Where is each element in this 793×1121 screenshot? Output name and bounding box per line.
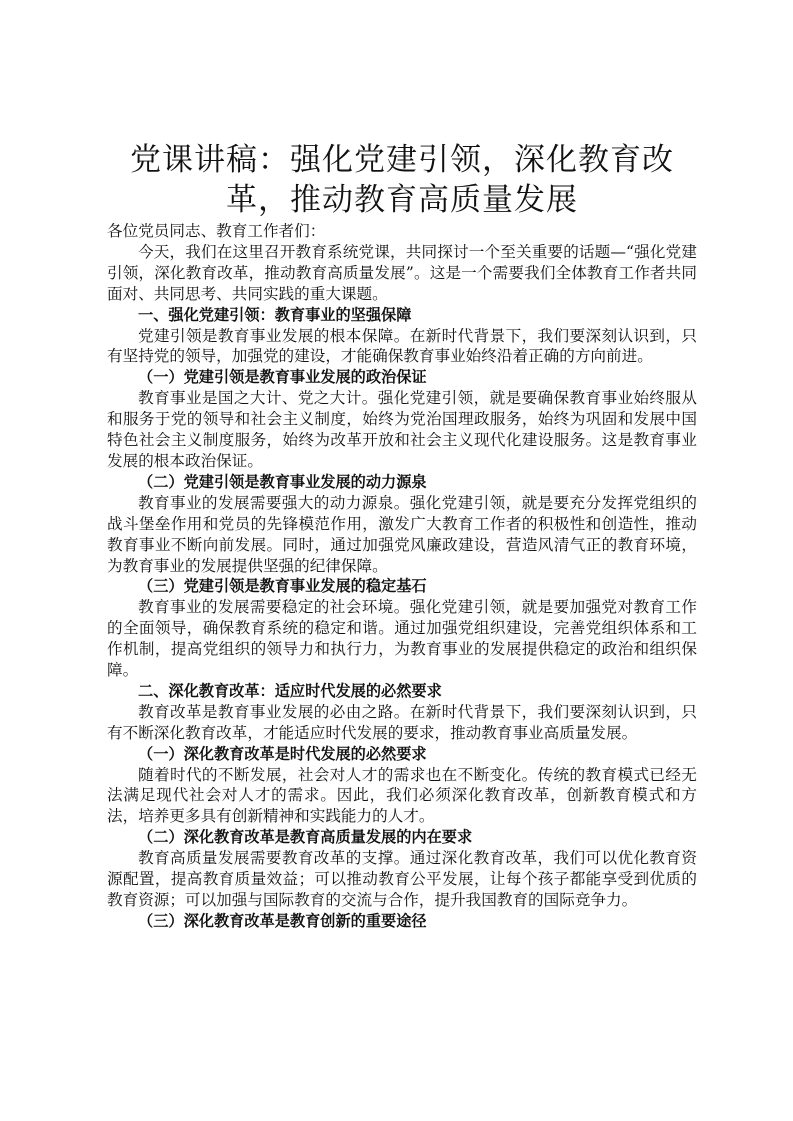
section-1-2-heading: （二）党建引领是教育事业发展的动力源泉 (138, 472, 427, 491)
section-1-1-paragraph: 教育事业是国之大计、党之大计。强化党建引领，就是要确保教育事业始终服从和服务于党的领导和社会主义制度，始终为党治国理政服务，始终为巩固和发展中国特色社会主义制度服务，始终为改革开放和社会主义现代化建设服务。这是教育事业发展的根本政治保证。 (107, 389, 697, 470)
section-1-heading: 一、强化党建引领：教育事业的坚强保障 (138, 305, 412, 324)
section-2-2-paragraph: 教育高质量发展需要教育改革的支撑。通过深化教育改革，我们可以优化教育资源配置，提高教育质量效益；可以推动教育公平发展，让每个孩子都能享受到优质的教育资源；可以加强与国际教育的交流与合作，提升我国教育的国际竞争力。 (107, 849, 697, 909)
section-2-3-heading: （三）深化教育改革是教育创新的重要途径 (138, 911, 427, 930)
document-page (107, 140, 697, 932)
section-1-paragraph: 党建引领是教育事业发展的根本保障。在新时代背景下，我们要深刻认识到，只有坚持党的领导，加强党的建设，才能确保教育事业始终沿着正确的方向前进。 (107, 326, 697, 366)
section-1-2-paragraph: 教育事业的发展需要强大的动力源泉。强化党建引领，就是要充分发挥党组织的战斗堡垒作用和党员的先锋模范作用，激发广大教育工作者的积极性和创造性，推动教育事业不断向前发展。同时，通过加强党风廉政建设，营造风清气正的教育环境，为教育事业的发展提供坚强的纪律保障。 (107, 493, 697, 575)
section-1-1-heading: （一）党建引领是教育事业发展的政治保证 (138, 368, 427, 387)
section-2-paragraph: 教育改革是教育事业发展的必由之路。在新时代背景下，我们要深刻认识到，只有不断深化教育改革，才能适应时代发展的要求，推动教育事业高质量发展。 (107, 702, 697, 742)
intro-paragraph: 今天，我们在这里召开教育系统党课，共同探讨一个至关重要的话题—“强化党建引领，深化教育改革，推动教育高质量发展”。这是一个需要我们全体教育工作者共同面对、共同思考、共同实践的重大课题。 (107, 242, 697, 303)
section-2-2-heading: （二）深化教育改革是教育高质量发展的内在要求 (138, 828, 473, 847)
section-2-1-paragraph: 随着时代的不断发展，社会对人才的需求也在不断变化。传统的教育模式已经无法满足现代社会对人才的需求。因此，我们必须深化教育改革，创新教育模式和方法，培养更多具有创新精神和实践能力的人才。 (107, 765, 697, 826)
section-1-3-heading: （三）党建引领是教育事业发展的稳定基石 (138, 577, 427, 596)
section-2-1-heading: （一）深化教育改革是时代发展的必然要求 (138, 744, 427, 763)
section-2-heading: 二、深化教育改革：适应时代发展的必然要求 (138, 681, 442, 700)
section-1-3-paragraph: 教育事业的发展需要稳定的社会环境。强化党建引领，就是要加强党对教育工作的全面领导，确保教育系统的稳定和谐。通过加强党组织建设，完善党组织体系和工作机制，提高党组织的领导力和执行力，为教育事业的发展提供稳定的政治和组织保障。 (107, 598, 697, 680)
document-title: 党课讲稿：强化党建引领，深化教育改革，推动教育高质量发展 (130, 142, 674, 218)
greeting: 各位党员同志、教育工作者们： (107, 222, 326, 240)
